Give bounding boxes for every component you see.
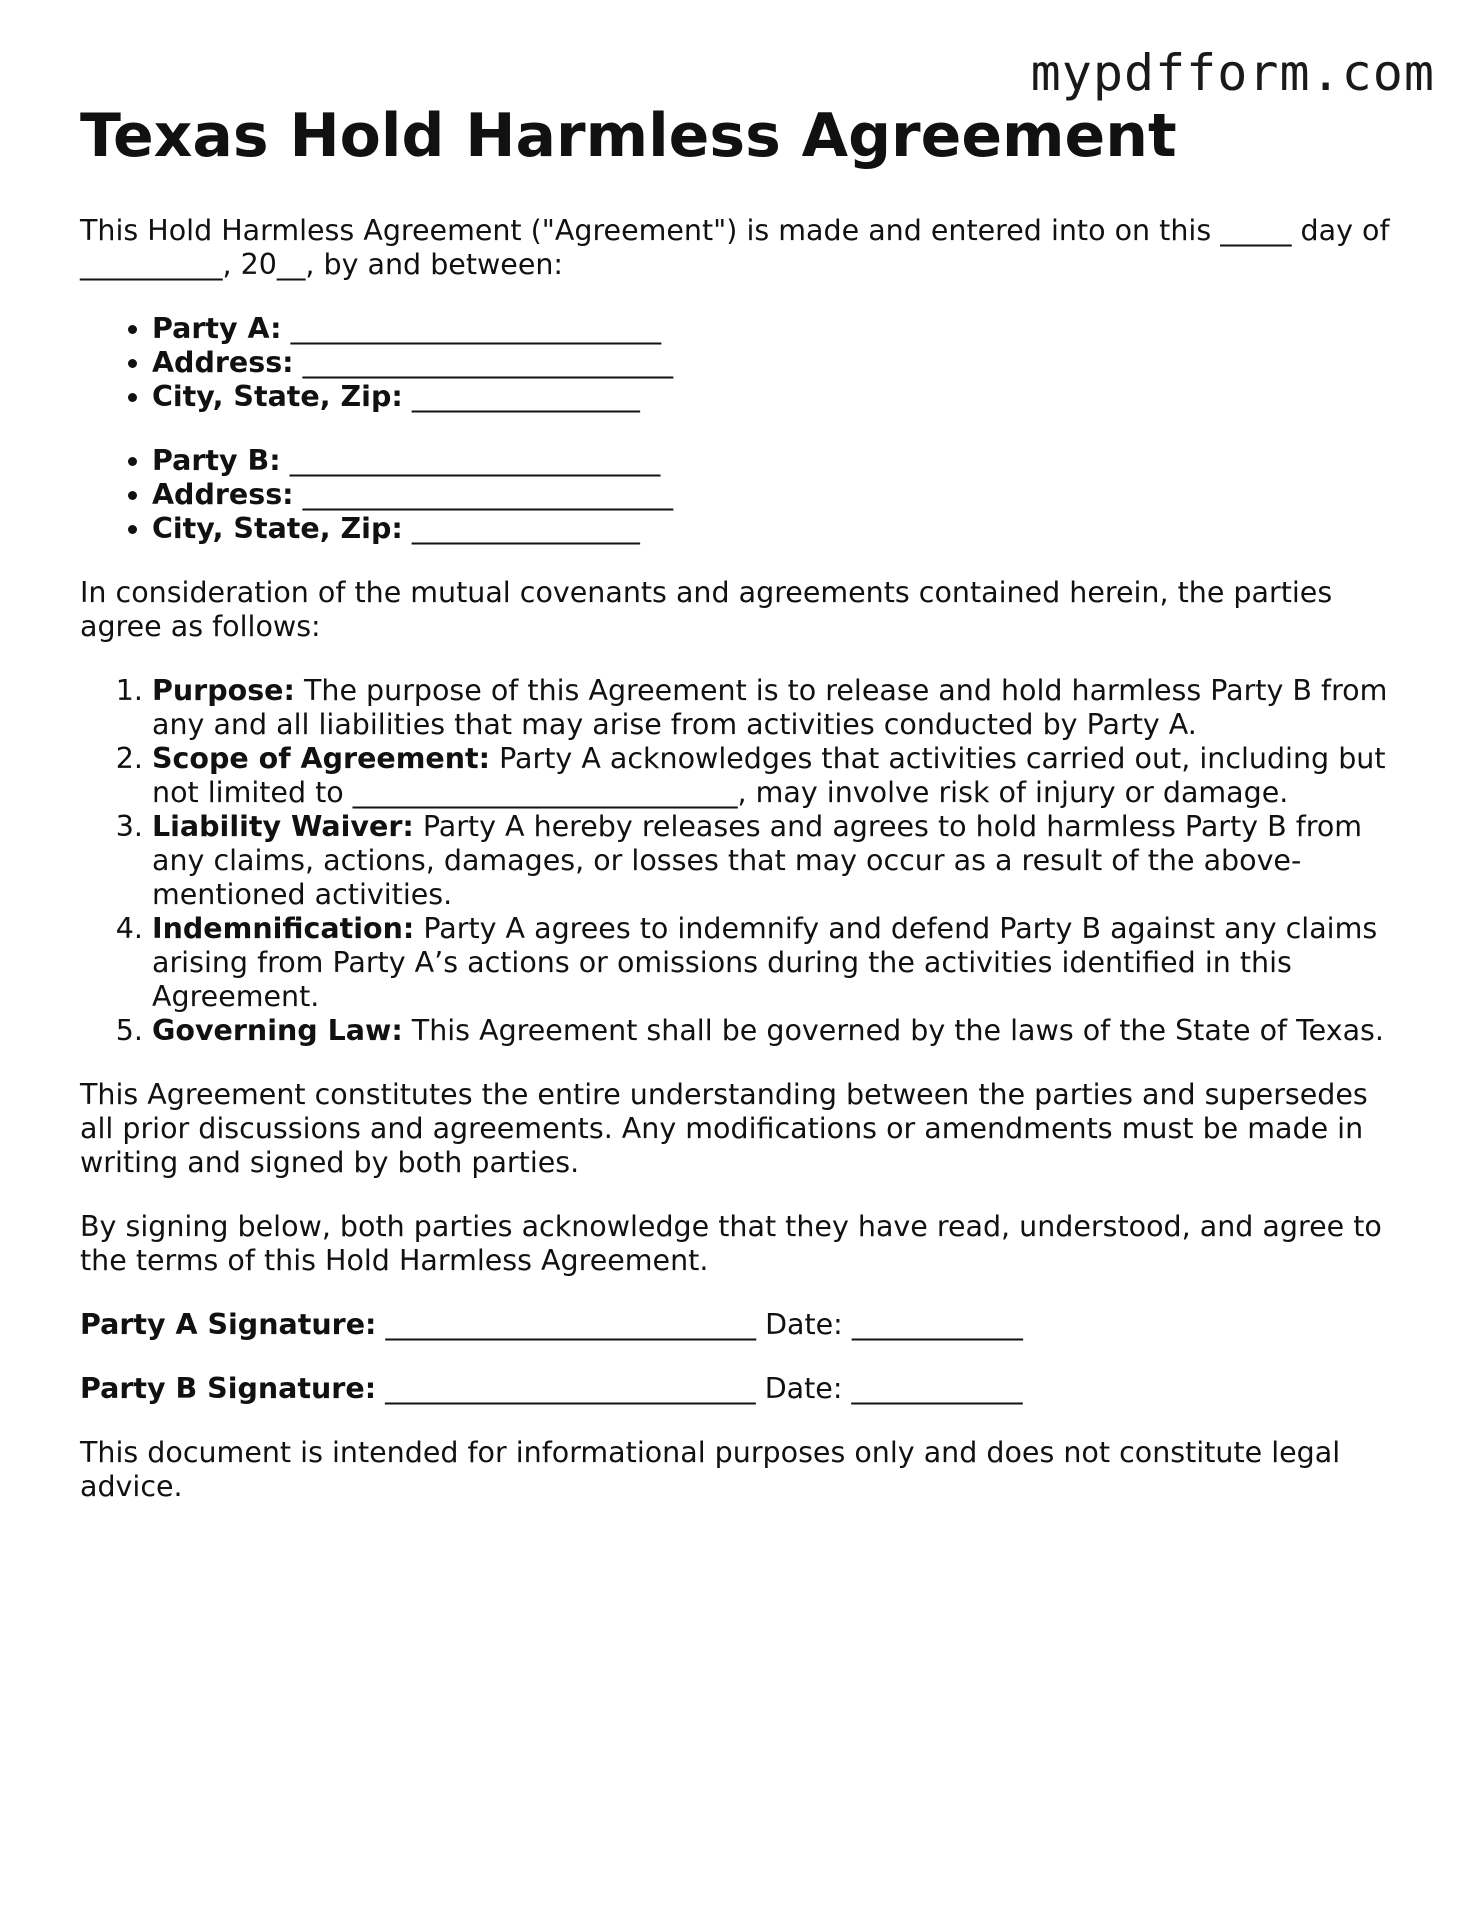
entire-agreement-paragraph: This Agreement constitutes the entire understanding between the parties and supersedes all prior discussions and agreements. Any modifications or amendments must be made in writing and signed by both parties. (80, 1078, 1368, 1179)
party-b-address-field (152, 478, 1400, 512)
document-body (80, 100, 1400, 1534)
field-label: Address: (152, 478, 294, 511)
blank-line: __________________________ (290, 312, 662, 345)
blank-line: __________________________ (302, 346, 674, 379)
field-label: City, State, Zip: (152, 512, 403, 545)
signature-blank: __________________________ (385, 1308, 756, 1341)
signature-label: Party B Signature: (80, 1372, 377, 1405)
clauses-list (80, 674, 1400, 1048)
consideration-paragraph: In consideration of the mutual covenants and agreements contained herein, the parties agree as follows: (80, 576, 1333, 643)
field-label: Party A: (152, 312, 282, 345)
party-b-signature-row (80, 1372, 1400, 1406)
clause-label: Governing Law: (152, 1014, 403, 1047)
clause-liability-waiver (152, 810, 1400, 912)
field-label: Address: (152, 346, 294, 379)
party-a-signature-row (80, 1308, 1400, 1342)
clause-label: Liability Waiver: (152, 810, 414, 843)
clause-text: Party A hereby releases and agrees to hold harmless Party B from any claims, actions, damages, or losses that may occur as a result of the above-mentioned activities. (152, 810, 1363, 911)
watermark-logo: mypdfform.com (1030, 44, 1435, 102)
clause-indemnification (152, 912, 1400, 1014)
date-blank: ____________ (851, 1308, 1023, 1341)
clause-scope (152, 742, 1400, 810)
party-a-city-field (152, 380, 1400, 414)
intro-paragraph: This Hold Harmless Agreement ("Agreement") is made and entered into on this _____ day of __________, 20__, by and between: (80, 214, 1390, 281)
party-a-name-field (152, 312, 1400, 346)
blank-line: __________________________ (289, 444, 661, 477)
field-label: City, State, Zip: (152, 380, 403, 413)
blank-line: __________________________ (302, 478, 674, 511)
clause-label: Scope of Agreement: (152, 742, 491, 775)
party-a-address-field (152, 346, 1400, 380)
blank-line: ________________ (411, 380, 640, 413)
signature-blank: __________________________ (385, 1372, 756, 1405)
clause-text: Party A acknowledges that activities carried out, including but not limited to ___________________________, may involve risk of injury or damage. (152, 742, 1386, 809)
field-label: Party B: (152, 444, 281, 477)
clause-label: Indemnification: (152, 912, 415, 945)
signature-label: Party A Signature: (80, 1308, 377, 1341)
clause-text: The purpose of this Agreement is to release and hold harmless Party B from any and all liabilities that may arise from activities conducted by Party A. (152, 674, 1388, 741)
date-label: Date: (765, 1308, 843, 1341)
disclaimer-paragraph: This document is intended for informational purposes only and does not constitute legal advice. (80, 1436, 1341, 1503)
clause-text: This Agreement shall be governed by the laws of the State of Texas. (411, 1014, 1384, 1047)
date-label: Date: (764, 1372, 843, 1405)
acknowledgement-paragraph: By signing below, both parties acknowledge that they have read, understood, and agree to the terms of this Hold Harmless Agreement. (80, 1210, 1382, 1277)
clause-label: Purpose: (152, 674, 295, 707)
date-blank: ____________ (851, 1372, 1023, 1405)
page-title: Texas Hold Harmless Agreement (80, 101, 1177, 171)
party-a-list (80, 312, 1400, 414)
clause-governing-law (152, 1014, 1400, 1048)
clause-text: Party A agrees to indemnify and defend Party B against any claims arising from Party A’s actions or omissions during the activities identified in this Agreement. (152, 912, 1378, 1013)
clause-purpose (152, 674, 1400, 742)
party-b-city-field (152, 512, 1400, 546)
party-b-list (80, 444, 1400, 546)
blank-line: ________________ (411, 512, 640, 545)
party-b-name-field (152, 444, 1400, 478)
